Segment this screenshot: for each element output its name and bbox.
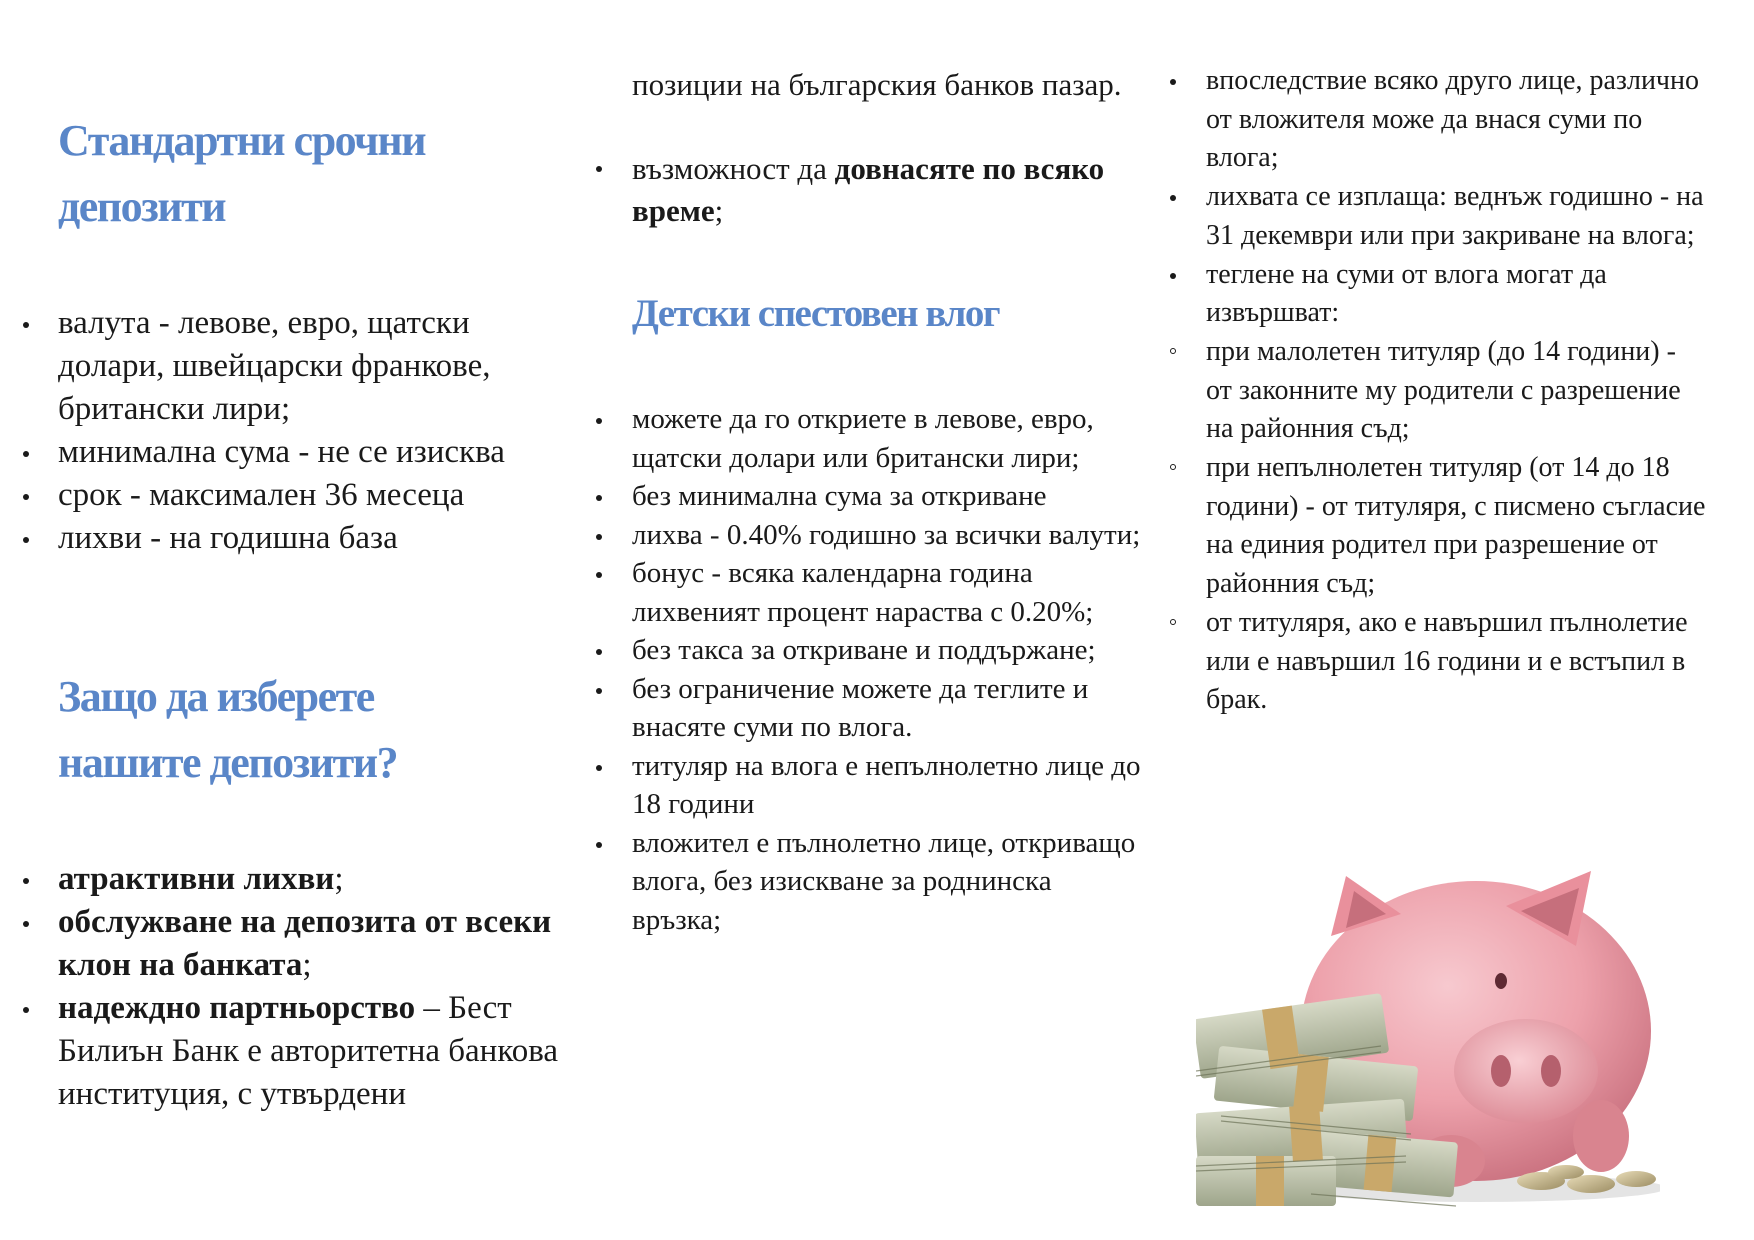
children-savings-list (632, 400, 1142, 939)
list-item: лихви - на годишна база (58, 517, 568, 560)
sub-list-item: от титуляря, ако е навършил пълнолетие или е навършил 16 години и е встъпил в брак. (1206, 604, 1706, 720)
item-bold: атрактивни лихви (58, 861, 335, 897)
item-rest: – Бест Билиън Банк е авторитетна банкова институция, с утвърдени (58, 990, 558, 1112)
piggy-bank-with-money-icon (1196, 866, 1660, 1211)
list-item: без такса за откриване и поддържане; (632, 631, 1142, 670)
list-item: можете да го откриете в левове, евро, щатски долари или британски лири; (632, 400, 1142, 477)
heading-why-choose (58, 664, 538, 796)
item-prefix: възможност да (632, 151, 835, 186)
item-rest: ; (334, 861, 344, 897)
savings-details-list (1206, 62, 1706, 720)
item-bold: довнасяте по всяко време (632, 151, 1105, 228)
list-item: теглене на суми от влога могат да извършват: (1206, 256, 1706, 333)
item-suffix: ; (714, 193, 724, 228)
sub-list-item: при непълнолетен титуляр (от 14 до 18 години) - от титуляря, с писмено съгласие на единия родител при разрешение от районния съд; (1206, 449, 1706, 604)
list-item: валута - левове, евро, щатски долари, швейцарски франкове, британски лири; (58, 302, 568, 431)
heading-why-choose-line2: нашите депозити? (58, 738, 398, 787)
list-item: бонус - всяка календарна година лихвеният процент нараства с 0.20%; (632, 554, 1142, 631)
list-item: лихвата се изплаща: веднъж годишно - на 31 декември или при закриване на влога; (1206, 178, 1706, 255)
heading-standard-deposits-line1: Стандартни срочни (58, 116, 426, 165)
continued-paragraph: позиции на българския банков пазар. (632, 67, 1122, 102)
list-item: минимална сума - не се изисква (58, 431, 568, 474)
list-item: без ограничение можете да теглите и внасяте суми по влога. (632, 670, 1142, 747)
top-up-list (632, 148, 1142, 232)
list-item: срок - максимален 36 месеца (58, 474, 568, 517)
item-rest: ; (302, 947, 312, 983)
sub-list-item: при малолетен титуляр (до 14 години) - от законните му родители с разрешение на районния съд; (1206, 333, 1706, 449)
heading-standard-deposits (58, 108, 538, 240)
heading-why-choose-line1: Защо да изберете (58, 672, 374, 721)
list-item: впоследствие всяко друго лице, различно от вложителя може да внася суми по влога; (1206, 62, 1706, 178)
item-bold: надеждно партньорство (58, 990, 416, 1026)
list-item (58, 901, 568, 987)
list-item: без минимална сума за откриване (632, 477, 1142, 516)
list-item (632, 148, 1142, 232)
heading-children-savings: Детски спестовен влог (632, 292, 1000, 335)
list-item (58, 858, 568, 901)
heading-standard-deposits-line2: депозити (58, 182, 226, 231)
standard-deposits-list (58, 302, 568, 560)
list-item: лихва - 0.40% годишно за всички валути; (632, 516, 1142, 555)
why-choose-list (58, 858, 568, 1116)
list-item (58, 987, 568, 1116)
item-bold: обслужване на депозита от всеки клон на банката (58, 904, 552, 983)
list-item: титуляр на влога е непълнолетно лице до 18 години (632, 747, 1142, 824)
list-item: вложител е пълнолетно лице, откриващо влога, без изискване за роднинска връзка; (632, 824, 1142, 940)
piggy-bank-illustration (1196, 866, 1660, 1211)
